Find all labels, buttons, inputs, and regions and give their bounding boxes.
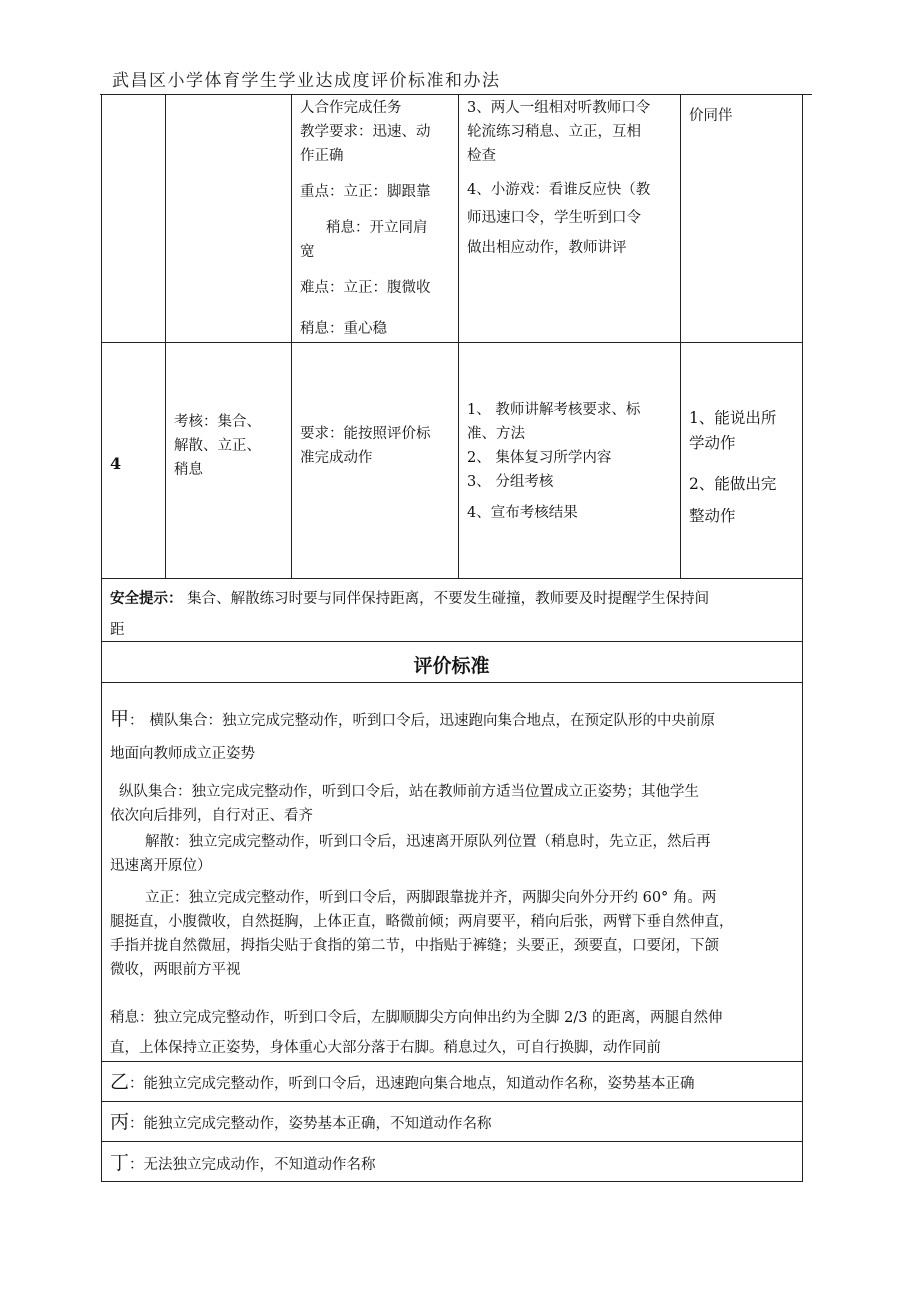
objective-text: 要求：能按照评价标 [300,426,431,442]
method-text: 准、方法 [467,426,525,442]
evaluation-text: 学动作 [689,434,736,452]
grade-a-text: 手指并拢自然微屈，拇指尖贴于食指的第二节，中指贴于裤缝；头要正，颈要直，口要闭，下颌 [110,938,719,954]
content-text: 考核：集合、 [174,414,261,430]
grade-d-text: ：无法独立完成动作，不知道动作名称 [129,1157,376,1173]
safety-note [110,587,796,611]
method-text: 检查 [467,148,496,164]
key-point-text: 宽 [300,244,315,260]
evaluation-text: 1、能说出所 [689,409,777,427]
grade-a-text: 腿挺直，小腹微收，自然挺胸，上体正直，略微前倾；两肩要平，稍向后张，两臂下垂自然伸直， [110,914,734,930]
table-border-left [101,95,102,1182]
method-text: 做出相应动作，教师讲评 [467,240,627,256]
row-divider [101,1061,802,1062]
row-divider [101,641,802,642]
method-text: 2、 集体复习所学内容 [467,450,612,466]
evaluation-text: 2、能做出完 [689,475,777,493]
method-text: 师迅速口令，学生听到口令 [467,210,641,226]
grade-a-text: 微收，两眼前方平视 [110,962,241,978]
row-divider [101,342,802,343]
grade-a-text: 纵队集合：独立完成完整动作，听到口令后，站在教师前方适当位置成立正姿势；其他学生 [119,784,699,800]
grade-b-line [110,1070,695,1096]
key-point-text: 重点：立正：脚跟靠 [300,184,431,200]
grade-c-line [110,1110,492,1136]
method-text: 4、小游戏：看谁反应快（教 [467,182,651,198]
column-divider [680,95,681,578]
grade-b-label: 乙 [110,1071,130,1093]
difficulty-text: 难点：立正：腹微收 [300,280,431,296]
table-border-right [802,95,803,1182]
difficulty-text: 稍息：重心稳 [300,321,387,337]
standards-title: 评价标准 [413,655,490,677]
method-text: 轮流练习稍息、立正，互相 [467,124,641,140]
column-divider [458,95,459,578]
column-divider [291,95,292,578]
objective-text: 准完成动作 [300,450,373,466]
safety-text: 集合、解散练习时要与同伴保持距离，不要发生碰撞，教师要及时提醒学生保持间 [187,591,710,607]
grade-a-text: 迅速离开原位） [110,858,212,874]
key-point-text: 稍息：开立同肩 [326,220,428,236]
objective-text: 作正确 [300,148,344,164]
grade-a-text: 地面向教师成立正姿势 [110,746,255,762]
content-text: 稍息 [174,462,203,478]
row-divider [101,1101,802,1102]
grade-a-text: 稍息：独立完成完整动作，听到口令后，左脚顺脚尖方向伸出约为全脚 2/3 的距离，两腿自然伸 [110,1010,723,1026]
row-divider [101,682,802,683]
table-border-bottom [101,1181,802,1182]
column-divider [165,95,166,578]
safety-label: 安全提示： [110,590,183,607]
grade-a-text: 解散：独立完成完整动作，听到口令后，迅速离开原队列位置（稍息时，先立正，然后再 [145,834,711,850]
method-text: 4、宣布考核结果 [467,505,578,521]
grade-a-horizontal: 横队集合：独立完成完整动作，听到口令后，迅速跑向集合地点，在预定队形的中央前原 [149,713,716,729]
grade-c-label: 丙 [110,1111,130,1133]
grade-c-text: ：能独立完成完整动作，姿势基本正确，不知道动作名称 [129,1116,492,1132]
grade-d-label: 丁 [110,1152,130,1174]
grade-a-label: 甲 [110,708,130,730]
grade-a-text: 直，上体保持立正姿势，身体重心大部分落于右脚。稍息过久，可自行换脚，动作同前 [110,1040,661,1056]
grade-d-line [110,1151,376,1177]
grade-a-text: 依次向后排列，自行对正、看齐 [110,808,313,824]
document-header-title: 武昌区小学体育学生学业达成度评价标准和办法 [112,71,501,91]
method-text: 3、 分组考核 [467,474,554,490]
evaluation-text: 价同伴 [689,108,733,124]
evaluation-text: 整动作 [689,507,736,525]
row-divider [101,1141,802,1142]
method-text: 1、 教师讲解考核要求、标 [467,402,641,418]
content-text: 解散、立正、 [174,438,261,454]
header-rule [100,94,812,95]
objective-text: 人合作完成任务 [300,100,402,116]
row-divider [101,578,802,579]
safety-text: 距 [110,622,125,638]
row-number: 4 [110,454,122,473]
objective-text: 教学要求：迅速、动 [300,124,431,140]
grade-a-line: 甲： 横队集合：独立完成完整动作，听到口令后，迅速跑向集合地点，在预定队形的中央前原 [110,708,716,730]
method-text: 3、两人一组相对听教师口令 [467,100,651,116]
grade-a-text: 立正：独立完成完整动作，听到口令后，两脚跟靠拢并齐，两脚尖向外分开约 60° 角。两 [145,890,717,906]
grade-b-text: ：能独立完成完整动作，听到口令后，迅速跑向集合地点，知道动作名称，姿势基本正确 [129,1076,695,1092]
